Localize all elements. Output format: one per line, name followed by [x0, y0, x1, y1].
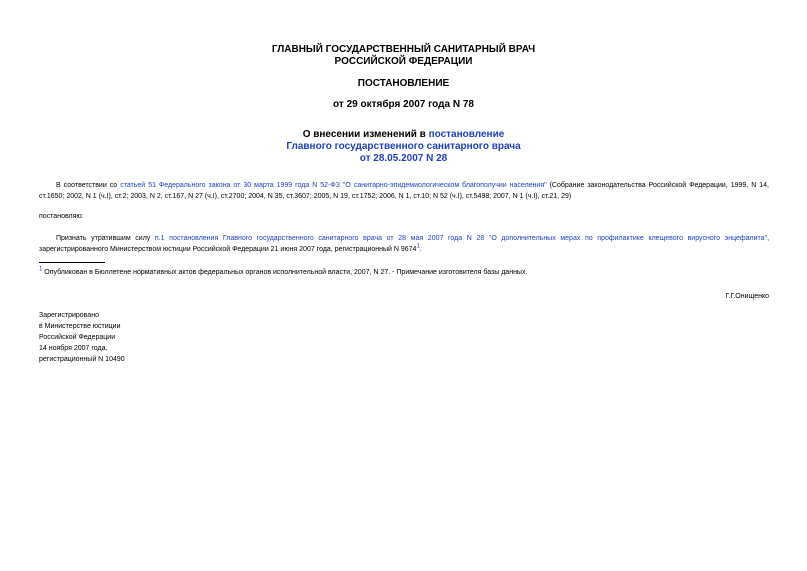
preamble-after: (Собрание законодательства Российской Федерации, 1999, N 14, ст.1650; 2002, N 1 (ч.I), ст.2; 2003, N 2, ст.167, N 27 (ч.I), ст.2700; 2004, N 35, ст.3607; 2005, N 19, ст.1752; 2006, N 1, ст.10; N 52 (ч.I), ст.5498; 2007, N 1 (ч.I), ст.21, 29) [39, 182, 769, 200]
clause-before: Признать утратившим силу [56, 235, 155, 242]
clause-end: . [419, 246, 422, 253]
subject-link-part-2[interactable]: Главного государственного санитарного врача [286, 141, 521, 152]
registration-block [39, 310, 125, 365]
document-date-number: от 29 октября 2007 года N 78 [333, 99, 474, 110]
repealed-clause-link[interactable]: п.1 постановления Главного государственного санитарного врача от 28 мая 2007 года N 28 "О дополнительных мерах по профилактике клещевого вирусного энцефалита" [154, 235, 768, 242]
subject-link-part-1[interactable]: постановление [428, 129, 505, 140]
registration-line-5: регистрационный N 10490 [39, 356, 125, 363]
subject-prefix: О внесении изменений в [302, 129, 429, 140]
authority-line-2: РОССИЙСКОЙ ФЕДЕРАЦИИ [334, 56, 473, 67]
footnote-reference[interactable]: 1 [416, 243, 420, 250]
law-article-link[interactable]: статьей 51 Федерального закона от 30 марта 1999 года N 52-ФЗ "О санитарно-эпидемиологическом благополучии населения" [120, 182, 547, 189]
preamble-paragraph [39, 180, 769, 202]
clause-after: , зарегистрированного Министерством юстиции Российской Федерации 21 июня 2007 года, регистрационный N 9674 [39, 235, 770, 253]
preamble-before: В соответствии со [56, 182, 121, 189]
registration-line-1: Зарегистрировано [39, 312, 99, 319]
document-type: ПОСТАНОВЛЕНИЕ [357, 78, 450, 89]
registration-line-2: в Министерстве юстиции [39, 323, 121, 330]
signature: Г.Г.Онищенко [725, 293, 769, 300]
footnote [39, 267, 769, 278]
registration-line-4: 14 ноября 2007 года, [39, 345, 108, 352]
authority-line-1: ГЛАВНЫЙ ГОСУДАРСТВЕННЫЙ САНИТАРНЫЙ ВРАЧ [271, 44, 536, 55]
subject-link-part-3[interactable]: от 28.05.2007 N 28 [359, 153, 448, 164]
footnote-mark: 1 [39, 266, 43, 273]
footnote-divider [39, 262, 105, 263]
document-subject [0, 129, 807, 165]
issuing-authority [0, 44, 807, 68]
resolve-word: постановляю: [39, 213, 84, 220]
clause-paragraph [39, 233, 769, 255]
footnote-text: Опубликован в Бюллетене нормативных актов федеральных органов исполнительной власти, 2007, N 27. - Примечание изготовителя базы данных. [42, 269, 528, 276]
registration-line-3: Российской Федерации [39, 334, 116, 341]
